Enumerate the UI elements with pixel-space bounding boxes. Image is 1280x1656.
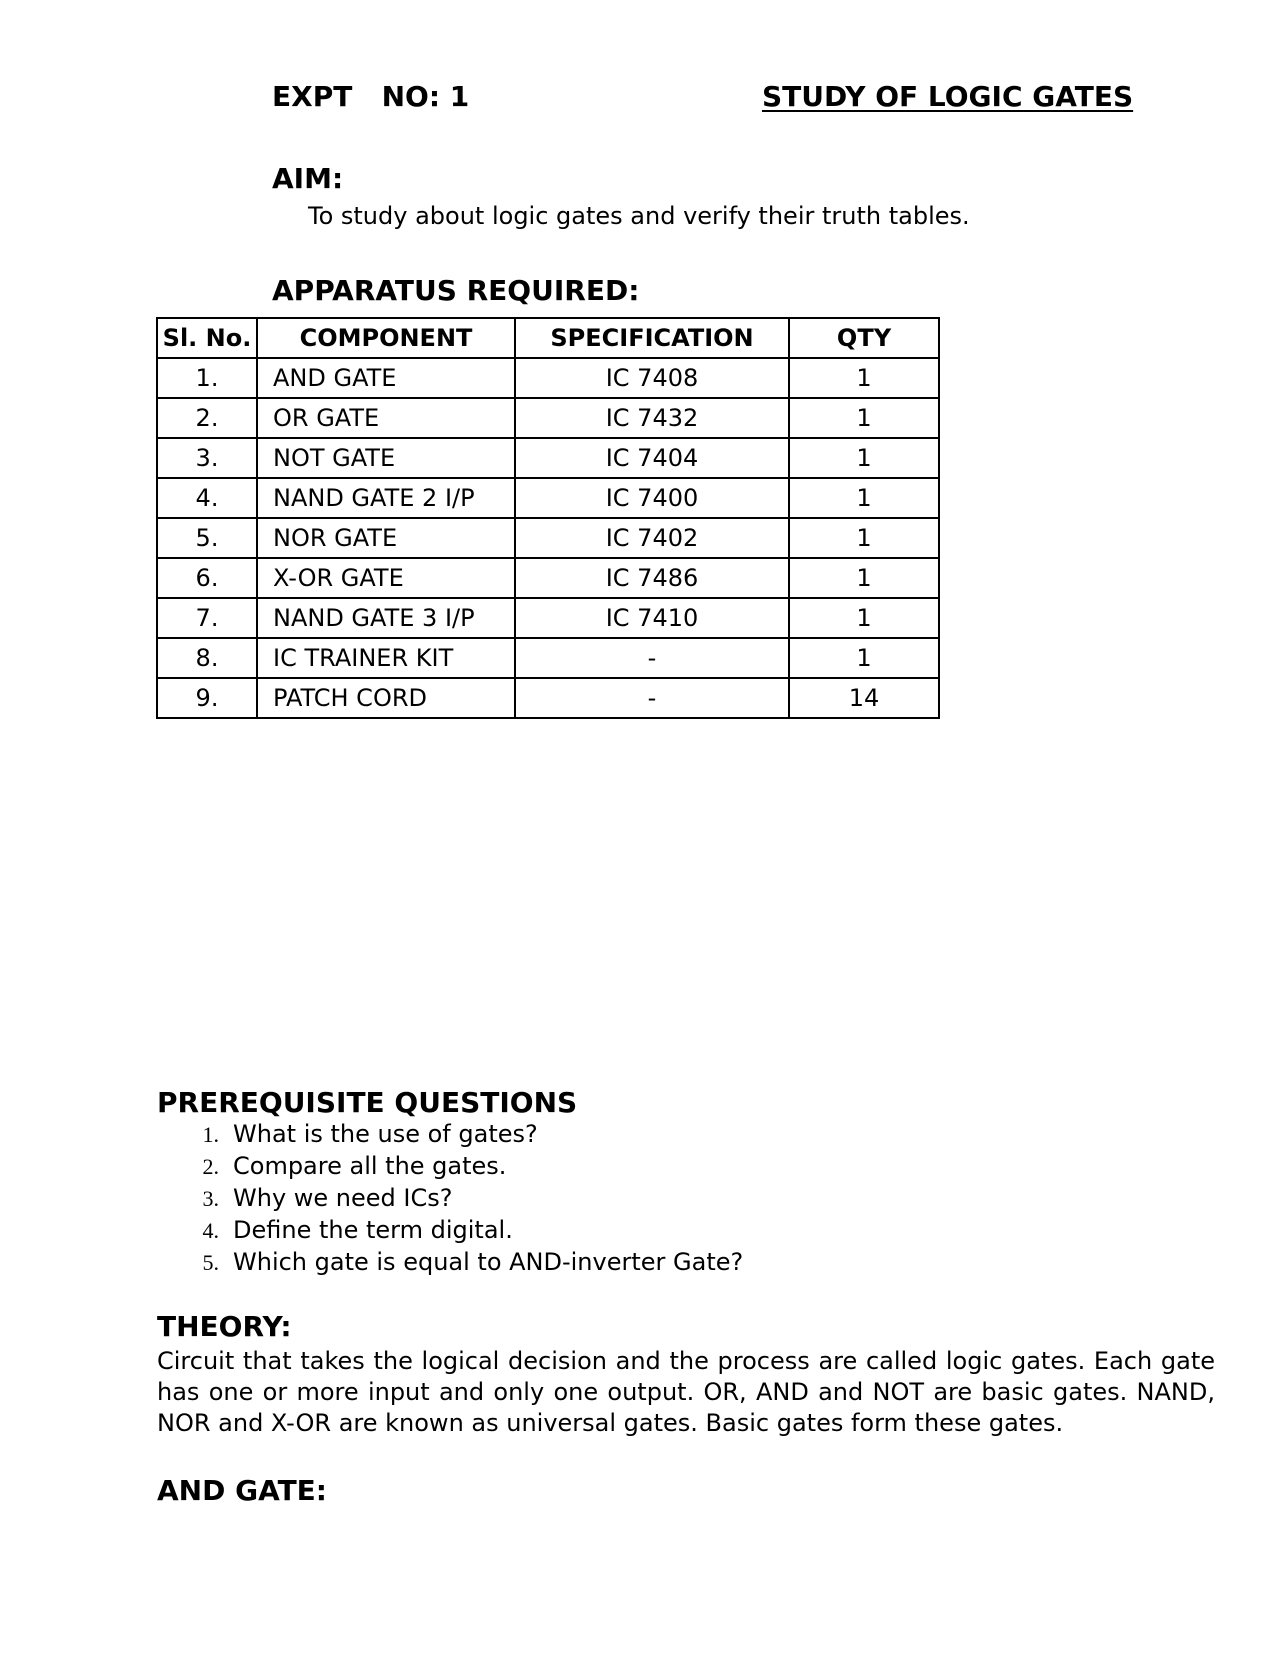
- list-item: [157, 1150, 743, 1182]
- table-row: [157, 478, 939, 518]
- cell-component: IC TRAINER KIT: [257, 638, 515, 678]
- table-row: [157, 438, 939, 478]
- cell-component: NOT GATE: [257, 438, 515, 478]
- cell-qty: 1: [789, 478, 939, 518]
- list-item-text: What is the use of gates?: [233, 1120, 538, 1148]
- apparatus-heading: APPARATUS REQUIRED:: [272, 274, 640, 307]
- cell-qty: 1: [789, 358, 939, 398]
- cell-qty: 1: [789, 558, 939, 598]
- list-item-number: 2.: [202, 1154, 219, 1179]
- cell-specification: IC 7402: [515, 518, 789, 558]
- page-title: STUDY OF LOGIC GATES: [762, 80, 1134, 113]
- cell-sl-no: 8.: [157, 638, 257, 678]
- cell-component: AND GATE: [257, 358, 515, 398]
- list-item: [157, 1182, 743, 1214]
- cell-sl-no: 3.: [157, 438, 257, 478]
- column-header-sl-no: Sl. No.: [157, 318, 257, 358]
- list-item-number: 1.: [202, 1122, 219, 1147]
- list-item-number: 5.: [202, 1250, 219, 1275]
- theory-text: Circuit that takes the logical decision and the process are called logic gates. Each gate has one or more input and only one output. OR, AND and NOT are basic gates. NAND, NOR and X-OR are known as universal gates. Basic gates form these gates.: [157, 1347, 1215, 1437]
- cell-sl-no: 5.: [157, 518, 257, 558]
- experiment-number: EXPT NO: 1: [272, 80, 470, 113]
- cell-sl-no: 2.: [157, 398, 257, 438]
- list-item-number: 3.: [202, 1186, 219, 1211]
- list-item: [157, 1246, 743, 1278]
- cell-specification: -: [515, 678, 789, 718]
- cell-sl-no: 9.: [157, 678, 257, 718]
- table-row: [157, 638, 939, 678]
- cell-sl-no: 4.: [157, 478, 257, 518]
- list-item-text: Compare all the gates.: [233, 1152, 507, 1180]
- table-row: [157, 558, 939, 598]
- cell-specification: IC 7400: [515, 478, 789, 518]
- list-item: [157, 1214, 743, 1246]
- cell-component: NAND GATE 2 I/P: [257, 478, 515, 518]
- cell-specification: -: [515, 638, 789, 678]
- cell-component: PATCH CORD: [257, 678, 515, 718]
- cell-specification: IC 7432: [515, 398, 789, 438]
- cell-sl-no: 7.: [157, 598, 257, 638]
- column-header-qty: QTY: [789, 318, 939, 358]
- table-row: [157, 398, 939, 438]
- table-header-row: [157, 318, 939, 358]
- apparatus-table: [156, 317, 940, 719]
- cell-qty: 1: [789, 598, 939, 638]
- column-header-component: COMPONENT: [257, 318, 515, 358]
- cell-specification: IC 7408: [515, 358, 789, 398]
- cell-qty: 14: [789, 678, 939, 718]
- and-gate-heading: AND GATE:: [157, 1474, 327, 1507]
- prerequisite-heading: PREREQUISITE QUESTIONS: [157, 1086, 578, 1119]
- cell-component: NOR GATE: [257, 518, 515, 558]
- cell-component: NAND GATE 3 I/P: [257, 598, 515, 638]
- list-item-text: Define the term digital.: [233, 1216, 513, 1244]
- cell-qty: 1: [789, 398, 939, 438]
- cell-component: X-OR GATE: [257, 558, 515, 598]
- list-item-text: Which gate is equal to AND-inverter Gate?: [233, 1248, 744, 1276]
- table-row: [157, 358, 939, 398]
- table-row: [157, 518, 939, 558]
- prerequisite-question-list: [157, 1118, 743, 1278]
- table-row: [157, 598, 939, 638]
- cell-sl-no: 6.: [157, 558, 257, 598]
- list-item-number: 4.: [202, 1218, 219, 1243]
- aim-text: To study about logic gates and verify their truth tables.: [308, 202, 970, 230]
- cell-sl-no: 1.: [157, 358, 257, 398]
- cell-qty: 1: [789, 438, 939, 478]
- aim-heading: AIM:: [272, 162, 344, 195]
- cell-qty: 1: [789, 638, 939, 678]
- cell-specification: IC 7486: [515, 558, 789, 598]
- cell-specification: IC 7404: [515, 438, 789, 478]
- table-row: [157, 678, 939, 718]
- cell-qty: 1: [789, 518, 939, 558]
- list-item-text: Why we need ICs?: [233, 1184, 453, 1212]
- theory-heading: THEORY:: [157, 1310, 292, 1343]
- column-header-specification: SPECIFICATION: [515, 318, 789, 358]
- list-item: [157, 1118, 743, 1150]
- cell-specification: IC 7410: [515, 598, 789, 638]
- cell-component: OR GATE: [257, 398, 515, 438]
